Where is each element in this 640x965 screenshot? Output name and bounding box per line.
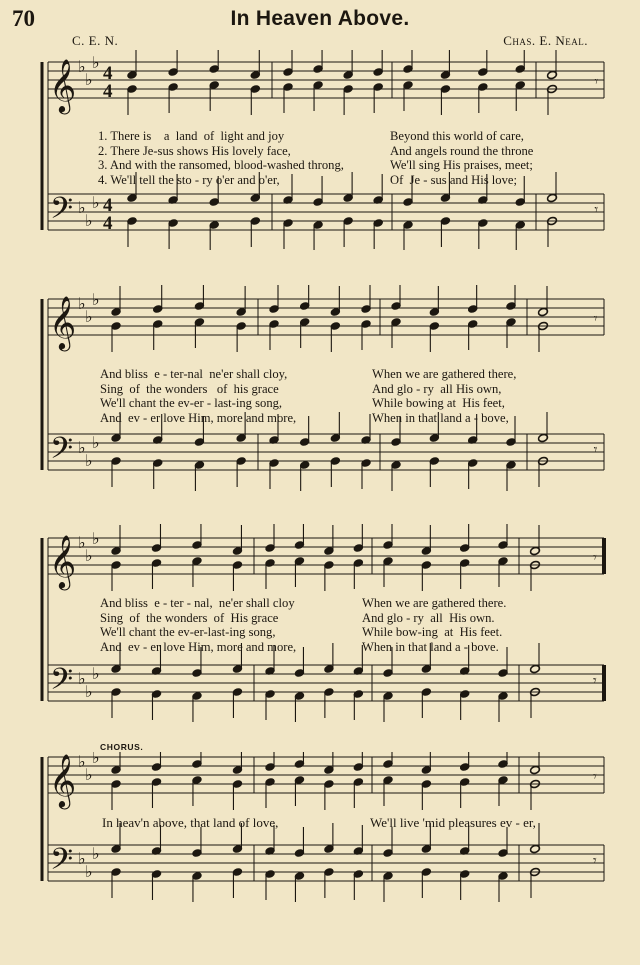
lyric-line-right: Beyond this world of care,	[390, 129, 524, 143]
lyric-line-left: And bliss e - ter - nal, ne'er shall cloy	[100, 596, 295, 610]
lyric-line-left: Sing of the wonders of His grace	[100, 610, 279, 625]
lyric-line-right: We'll live 'mid pleasures ev - er,	[370, 815, 536, 830]
lyric-line-right: When in that land a - bove.	[362, 639, 499, 654]
flat-icon: ♭	[85, 70, 93, 89]
flat-icon: ♭	[78, 438, 86, 457]
flat-icon: ♭	[78, 57, 86, 76]
time-signature-icon: 4	[103, 81, 113, 102]
time-signature-icon: 4	[103, 213, 113, 234]
flat-icon: ♭	[78, 294, 86, 313]
flat-icon: ♭	[92, 290, 100, 309]
lyric-line-left: And bliss e - ter-nal ne'er shall cloy,	[100, 367, 288, 381]
time-signature-icon: 4	[103, 63, 113, 84]
flat-icon: ♭	[85, 307, 93, 326]
treble-clef-icon: 𝄞	[49, 534, 77, 588]
lyrics-chorus	[102, 816, 612, 831]
lyrics-verses	[98, 129, 608, 187]
flat-icon: ♭	[92, 752, 100, 767]
rest-icon: 𝄾	[594, 202, 599, 218]
bass-clef-icon: 𝄢	[50, 192, 74, 233]
flat-icon: ♭	[92, 844, 100, 863]
lyric-line-right: When we are gathered there.	[362, 596, 507, 610]
lyricist-credit: C. E. N.	[72, 33, 119, 48]
treble-clef-icon: 𝄞	[49, 295, 77, 349]
lyric-line-left: 2. There Je-sus shows His lovely face,	[98, 143, 291, 158]
rest-icon: 𝄾	[594, 74, 599, 90]
rest-icon: 𝄾	[592, 550, 597, 566]
music-system-4	[0, 752, 640, 932]
flat-icon: ♭	[78, 752, 86, 771]
page-number: 70	[12, 6, 35, 31]
composer-credit: Chas. E. Neal.	[503, 33, 588, 48]
lyric-line-left: 4. We'll tell the sto - ry o'er and o'er,	[98, 172, 280, 187]
lyric-line-right: We'll sing His praises, meet;	[390, 158, 533, 173]
treble-clef-icon: 𝄞	[49, 58, 77, 112]
chorus-label: CHORUS.	[100, 742, 144, 752]
time-signature-icon: 4	[103, 195, 113, 216]
lyrics-verses	[100, 367, 610, 425]
hymn-title: In Heaven Above.	[230, 7, 410, 30]
bass-clef-icon: 𝄢	[50, 663, 74, 704]
lyric-line-right: Of Je - sus and His love;	[390, 172, 517, 187]
rest-icon: 𝄾	[592, 673, 597, 689]
flat-icon: ♭	[85, 765, 93, 784]
lyric-line-right: While bowing at His feet,	[372, 396, 505, 411]
lyric-line-left: In heav'n above, that land of love,	[102, 815, 279, 830]
lyric-line-left: 1. There is a land of light and joy	[98, 129, 285, 143]
lyric-line-right: And glo - ry all His own,	[372, 381, 502, 396]
lyric-line-left: Sing of the wonders of his grace	[100, 381, 279, 396]
flat-icon: ♭	[85, 546, 93, 565]
lyric-line-left: 3. And with the ransomed, blood-washed throng,	[98, 158, 344, 173]
rest-icon: 𝄾	[593, 311, 598, 327]
bass-clef-icon: 𝄢	[50, 843, 74, 884]
bass-clef-icon: 𝄢	[50, 432, 74, 473]
flat-icon: ♭	[85, 451, 93, 470]
flat-icon: ♭	[92, 53, 100, 72]
rest-icon: 𝄾	[593, 442, 598, 458]
lyric-line-left: We'll chant the ev-er-last-ing song,	[100, 625, 276, 640]
flat-icon: ♭	[78, 849, 86, 868]
lyric-line-left: And ev - er love Him, more and more,	[100, 639, 297, 654]
flat-icon: ♭	[92, 193, 100, 212]
lyric-line-right: When in that land a - bove,	[372, 410, 509, 425]
flat-icon: ♭	[85, 682, 93, 701]
lyric-line-right: And angels round the throne	[390, 143, 534, 158]
lyric-line-right: While bow-ing at His feet.	[362, 625, 503, 640]
flat-icon: ♭	[85, 862, 93, 881]
lyrics-verses	[100, 596, 610, 654]
flat-icon: ♭	[78, 669, 86, 688]
lyric-line-left: We'll chant the ev-er - last-ing song,	[100, 396, 283, 411]
flat-icon: ♭	[92, 433, 100, 452]
rest-icon: 𝄾	[592, 853, 597, 869]
flat-icon: ♭	[92, 529, 100, 548]
lyric-line-right: And glo - ry all His own.	[362, 610, 495, 625]
lyric-line-left: And ev - er love Him, more and more,	[100, 410, 297, 425]
treble-clef-icon: 𝄞	[49, 753, 77, 807]
rest-icon: 𝄾	[592, 769, 597, 785]
flat-icon: ♭	[92, 664, 100, 683]
flat-icon: ♭	[78, 198, 86, 217]
flat-icon: ♭	[78, 533, 86, 552]
lyric-line-right: When we are gathered there,	[372, 367, 517, 381]
flat-icon: ♭	[85, 211, 93, 230]
